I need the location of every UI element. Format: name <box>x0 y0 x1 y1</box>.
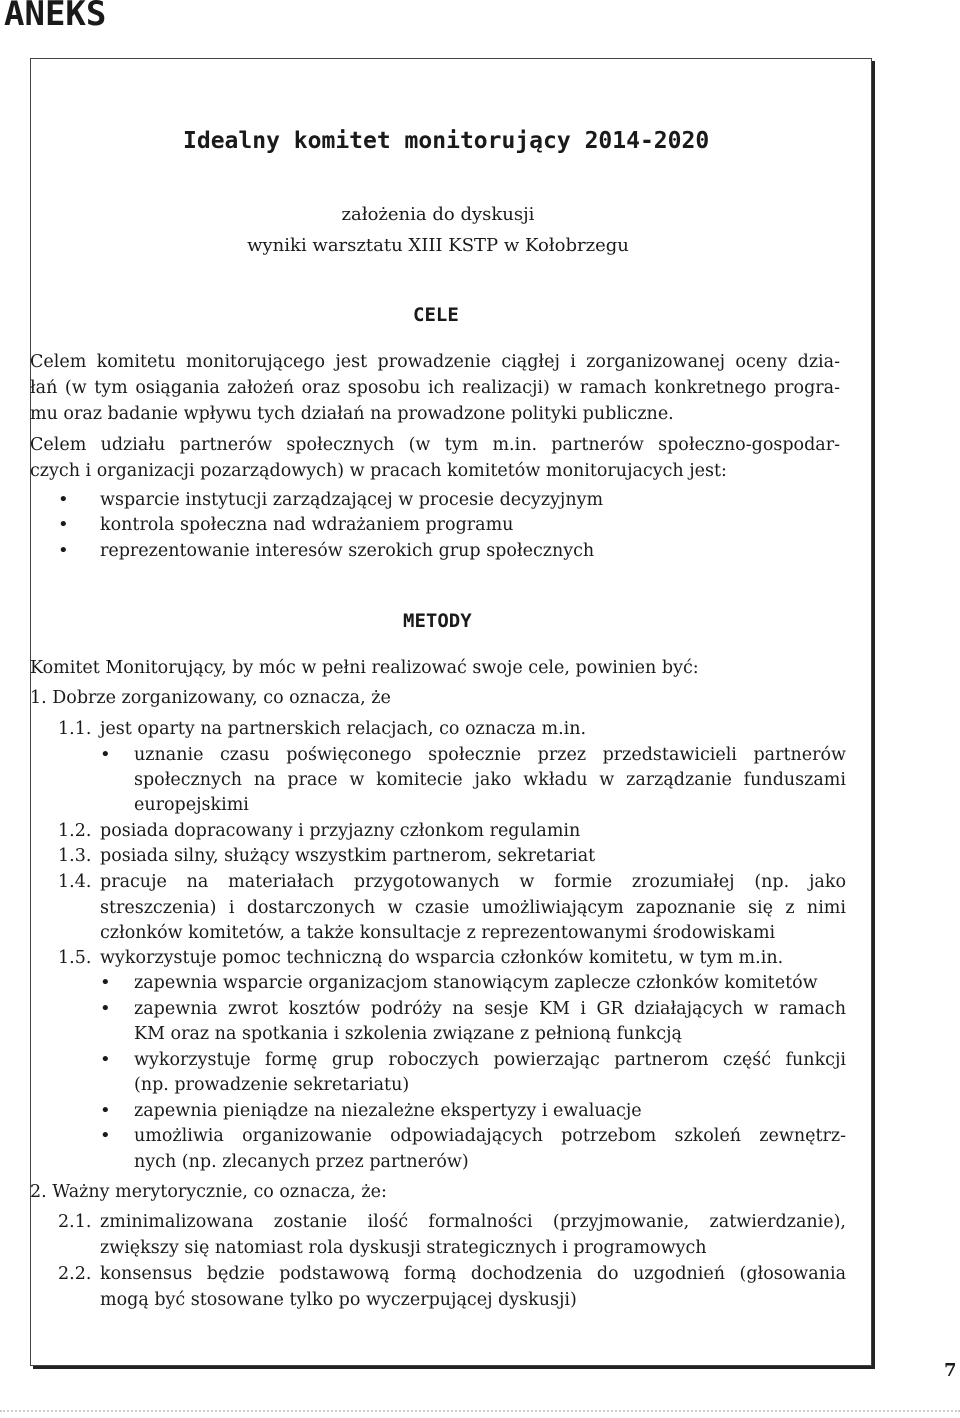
item-number: 1.2. <box>58 821 92 841</box>
list-item: pracuje na materiałach przygotowanych w formie zrozumiałej (np. jako <box>100 872 846 892</box>
document-subtitle: założenia do dyskusji <box>341 204 535 225</box>
paragraph-line: Komitet Monitorujący, by móc w pełni realizować swoje cele, powinien być: <box>30 658 699 678</box>
page-number: 7 <box>944 1360 957 1381</box>
bullet-icon: • <box>100 972 111 993</box>
bullet-icon: • <box>100 744 111 765</box>
paragraph-line: łań (w tym osiągania założeń oraz sposobu ich realizacji) w ramach konkretnego progra- <box>30 378 840 398</box>
list-item: wykorzystuje formę grup roboczych powierzając partnerom część funkcji <box>134 1050 846 1070</box>
bullet-icon: • <box>100 1100 111 1121</box>
list-item: jest oparty na partnerskich relacjach, co oznacza m.in. <box>100 719 587 739</box>
list-item: posiada dopracowany i przyjazny członkom regulamin <box>100 821 581 841</box>
bullet-icon: • <box>58 489 69 510</box>
section-heading-metody: METODY <box>403 610 472 632</box>
list-item: członków komitetów, a także konsultacje z reprezentowanymi środowiskami <box>100 923 776 943</box>
list-heading: 2. Ważny merytorycznie, co oznacza, że: <box>30 1182 387 1202</box>
item-number: 1.5. <box>58 948 92 968</box>
bullet-icon: • <box>100 998 111 1019</box>
list-item: kontrola społeczna nad wdrażaniem programu <box>100 515 514 535</box>
list-item: zminimalizowana zostanie ilość formalności (przyjmowanie, zatwierdzanie), <box>100 1212 846 1232</box>
list-item: KM oraz na spotkania i szkolenia związane z pełnioną funkcją <box>134 1024 682 1044</box>
paragraph-line: mu oraz badanie wpływu tych działań na prowadzone polityki publiczne. <box>30 404 674 424</box>
list-item: uznanie czasu poświęconego społecznie przez przedstawicieli partnerów <box>134 745 846 765</box>
section-heading-cele: CELE <box>413 304 459 326</box>
list-item: wsparcie instytucji zarządzającej w procesie decyzyjnym <box>100 490 604 510</box>
item-number: 2.1. <box>58 1212 92 1232</box>
list-item: mogą być stosowane tylko po wyczerpującej dyskusji) <box>100 1290 577 1310</box>
item-number: 1.1. <box>58 719 92 739</box>
bullet-icon: • <box>100 1049 111 1070</box>
item-number: 1.4. <box>58 872 92 892</box>
item-number: 2.2. <box>58 1264 92 1284</box>
list-item: zwiększy się natomiast rola dyskusji strategicznych i programowych <box>100 1238 707 1258</box>
list-item: wykorzystuje pomoc techniczną do wsparcia członków komitetu, w tym m.in. <box>100 948 784 968</box>
annex-header: ANEKS <box>4 0 107 34</box>
document-subtitle-2: wyniki warsztatu XIII KSTP w Kołobrzegu <box>247 235 629 256</box>
list-item: umożliwia organizowanie odpowiadających potrzebom szkoleń zewnętrz- <box>134 1126 846 1146</box>
list-item: posiada silny, służący wszystkim partnerom, sekretariat <box>100 846 596 866</box>
list-item: zapewnia zwrot kosztów podróży na sesje KM i GR działających w ramach <box>134 999 846 1019</box>
item-number: 1.3. <box>58 846 92 866</box>
paragraph-line: Celem udziału partnerów społecznych (w tym m.in. partnerów społeczno-gospodar- <box>30 435 840 455</box>
paragraph-line: Celem komitetu monitorującego jest prowadzenie ciągłej i zorganizowanej oceny dzia- <box>30 352 840 372</box>
list-item: zapewnia pieniądze na niezależne ekspertyzy i ewaluacje <box>134 1101 642 1121</box>
list-item: (np. prowadzenie sekretariatu) <box>134 1075 410 1095</box>
bullet-icon: • <box>100 1125 111 1146</box>
list-item: społecznych na prace w komitecie jako wkładu w zarządzanie funduszami <box>134 770 846 790</box>
bullet-icon: • <box>58 514 69 535</box>
list-item: zapewnia wsparcie organizacjom stanowiącym zaplecze członków komitetów <box>134 973 818 993</box>
list-item: reprezentowanie interesów szerokich grup społecznych <box>100 541 595 561</box>
footer-divider <box>0 1410 960 1412</box>
bullet-icon: • <box>58 540 69 561</box>
list-heading: 1. Dobrze zorganizowany, co oznacza, że <box>30 688 391 708</box>
list-item: streszczenia) i dostarczonych w czasie umożliwiającym zapoznanie się z nimi <box>100 898 846 918</box>
list-item: konsensus będzie podstawową formą dochodzenia do uzgodnień (głosowania <box>100 1264 846 1284</box>
list-item: nych (np. zlecanych przez partnerów) <box>134 1152 469 1172</box>
paragraph-line: czych i organizacji pozarządowych) w pracach komitetów monitorujacych jest: <box>30 461 727 481</box>
list-item: europejskimi <box>134 795 249 815</box>
document-title: Idealny komitet monitorujący 2014-2020 <box>183 128 710 154</box>
